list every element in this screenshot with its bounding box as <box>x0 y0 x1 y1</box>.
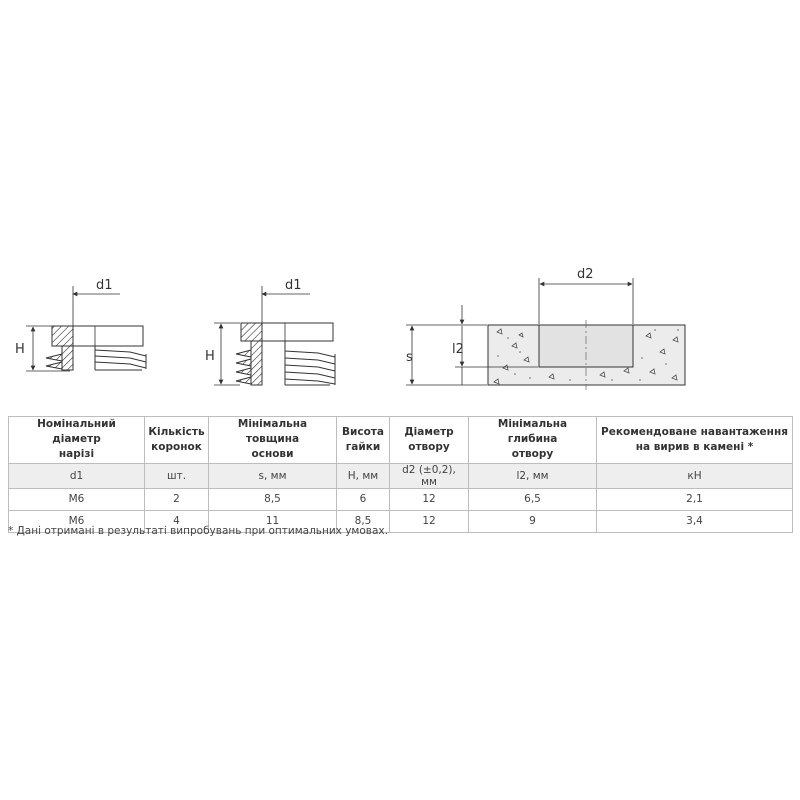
stone-hole-drawing <box>406 267 685 390</box>
header-nominal-diameter: Номінальний діаметр нарізі <box>9 417 145 464</box>
nut-2-height-label: H <box>205 349 215 364</box>
technical-drawings <box>0 260 800 400</box>
nut-1-diameter-label: d1 <box>96 278 113 293</box>
table-cell: M6 <box>9 488 145 510</box>
table-cell: 12 <box>390 488 469 510</box>
table-cell: 11 <box>209 510 337 532</box>
table-cell: 3,4 <box>597 510 793 532</box>
table-cell: M6 <box>9 510 145 532</box>
depth-label: l2 <box>452 342 464 357</box>
nut-drawing-large <box>205 278 335 385</box>
table-cell: 9 <box>469 510 597 532</box>
header-recommended-load: Рекомендоване навантаження на вирив в камені * <box>597 417 793 464</box>
table-cell: l2, мм <box>469 463 597 488</box>
table-cell: шт. <box>145 463 209 488</box>
table-cell: кН <box>597 463 793 488</box>
table-row <box>9 488 793 510</box>
specification-table <box>8 416 793 533</box>
table-cell: 2,1 <box>597 488 793 510</box>
table-cell: 6,5 <box>469 488 597 510</box>
header-min-base-thickness: Мінімальна товщина основи <box>209 417 337 464</box>
table-cell: d1 <box>9 463 145 488</box>
header-min-hole-depth: Мінімальна глибина отвору <box>469 417 597 464</box>
footnote: * Дані отримані в результаті випробувань при оптимальних умовах. <box>8 525 388 537</box>
hole-diameter-label: d2 <box>577 267 594 282</box>
nut-drawing-small <box>15 278 146 371</box>
table-header-row <box>9 417 793 464</box>
table-units-row <box>9 463 793 488</box>
nut-1-height-label: H <box>15 342 25 357</box>
table-cell: d2 (±0,2), мм <box>390 463 469 488</box>
nut-2-diameter-label: d1 <box>285 278 302 293</box>
header-nut-height: Висота гайки <box>337 417 390 464</box>
table-cell: 8,5 <box>209 488 337 510</box>
table-cell: 6 <box>337 488 390 510</box>
table-cell: 12 <box>390 510 469 532</box>
table-cell: H, мм <box>337 463 390 488</box>
table-cell: 2 <box>145 488 209 510</box>
header-crowns-count: Кількість коронок <box>145 417 209 464</box>
table-cell: 4 <box>145 510 209 532</box>
header-hole-diameter: Діаметр отвору <box>390 417 469 464</box>
table-cell: s, мм <box>209 463 337 488</box>
table-cell: 8,5 <box>337 510 390 532</box>
thickness-label: s <box>406 350 413 365</box>
